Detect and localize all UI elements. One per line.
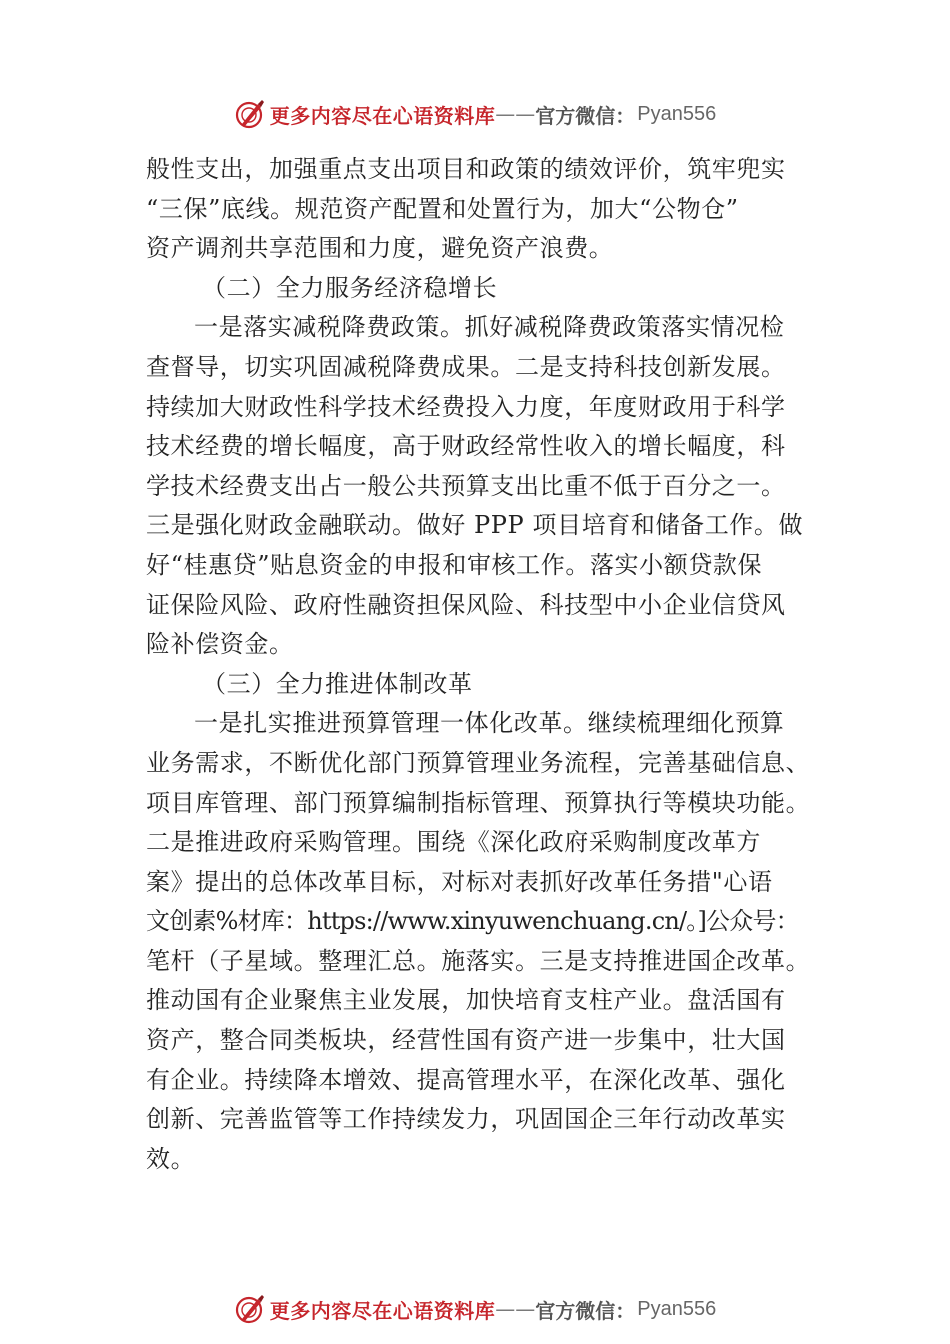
- banner-dash: ——: [495, 1297, 536, 1321]
- text-line: 资产调剂共享范围和力度，避免资产浪费。: [146, 234, 614, 263]
- document-body: [146, 150, 836, 1179]
- banner-wechat-label: 官方微信：: [535, 1298, 636, 1323]
- banner-dash: ——: [495, 102, 536, 126]
- text-line: 三是强化财政金融联动。做好 PPP 项目培育和储备工作。做: [146, 511, 804, 540]
- text-line: 资产，整合同类板块，经营性国有资产进一步集中，壮大国: [146, 1026, 786, 1055]
- text-line: 技术经费的增长幅度，高于财政经常性收入的增长幅度，科: [146, 432, 786, 461]
- text-line: 文创素%材库：https://www.xinyuwenchuang.cn/。]公众号：: [146, 907, 799, 936]
- pen-logo-icon: [234, 98, 266, 130]
- banner-wechat-id: Pyan556: [637, 1297, 717, 1320]
- footer-banner: [0, 1292, 950, 1326]
- text-line: 二是推进政府采购管理。围绕《深化政府采购制度改革方: [146, 828, 761, 857]
- banner-wechat-id: Pyan556: [637, 102, 717, 125]
- section-heading: （二）全力服务经济稳增长: [202, 273, 498, 302]
- text-line: 证保险风险、政府性融资担保风险、科技型中小企业信贷风: [146, 590, 786, 619]
- text-line: 一是扎实推进预算管理一体化改革。继续梳理细化预算: [194, 709, 785, 738]
- text-line: 项目库管理、部门预算编制指标管理、预算执行等模块功能。: [146, 788, 811, 817]
- section-heading: （三）全力推进体制改革: [202, 669, 473, 698]
- text-line: “三保”底线。规范资产配置和处置行为，加大“公物仓”: [146, 194, 739, 223]
- text-line: 好“桂惠贷”贴息资金的申报和审核工作。落实小额贷款保: [146, 550, 763, 579]
- text-line: 创新、完善监管等工作持续发力，巩固国企三年行动改革实: [146, 1105, 786, 1134]
- text-line: 笔杆（子星域。整理汇总。施落实。三是支持推进国企改革。: [146, 946, 811, 975]
- text-line: 案》提出的总体改革目标，对标对表抓好改革任务措"心语: [146, 867, 773, 896]
- text-line: 查督导，切实巩固减税降费成果。二是支持科技创新发展。: [146, 352, 786, 381]
- text-line: 学技术经费支出占一般公共预算支出比重不低于百分之一。: [146, 471, 786, 500]
- text-line: 险补偿资金。: [146, 630, 294, 659]
- banner-library-text: 更多内容尽在心语资料库: [269, 103, 496, 128]
- banner-library-text: 更多内容尽在心语资料库: [269, 1298, 496, 1323]
- text-line: 效。: [146, 1144, 196, 1173]
- text-line: 推动国有企业聚焦主业发展，加快培育支柱产业。盘活国有: [146, 986, 786, 1015]
- pen-logo-icon: [234, 1293, 266, 1325]
- header-banner: [0, 97, 950, 131]
- text-line: 持续加大财政性科学技术经费投入力度，年度财政用于科学: [146, 392, 786, 421]
- text-line: 般性支出，加强重点支出项目和政策的绩效评价，筑牢兜实: [146, 155, 786, 183]
- text-line: 有企业。持续降本增效、提高管理水平，在深化改革、强化: [146, 1065, 786, 1094]
- banner-wechat-label: 官方微信：: [535, 103, 636, 128]
- text-line: 业务需求，不断优化部门预算管理业务流程，完善基础信息、: [146, 748, 811, 777]
- text-line: 一是落实减税降费政策。抓好减税降费政策落实情况检: [194, 313, 785, 342]
